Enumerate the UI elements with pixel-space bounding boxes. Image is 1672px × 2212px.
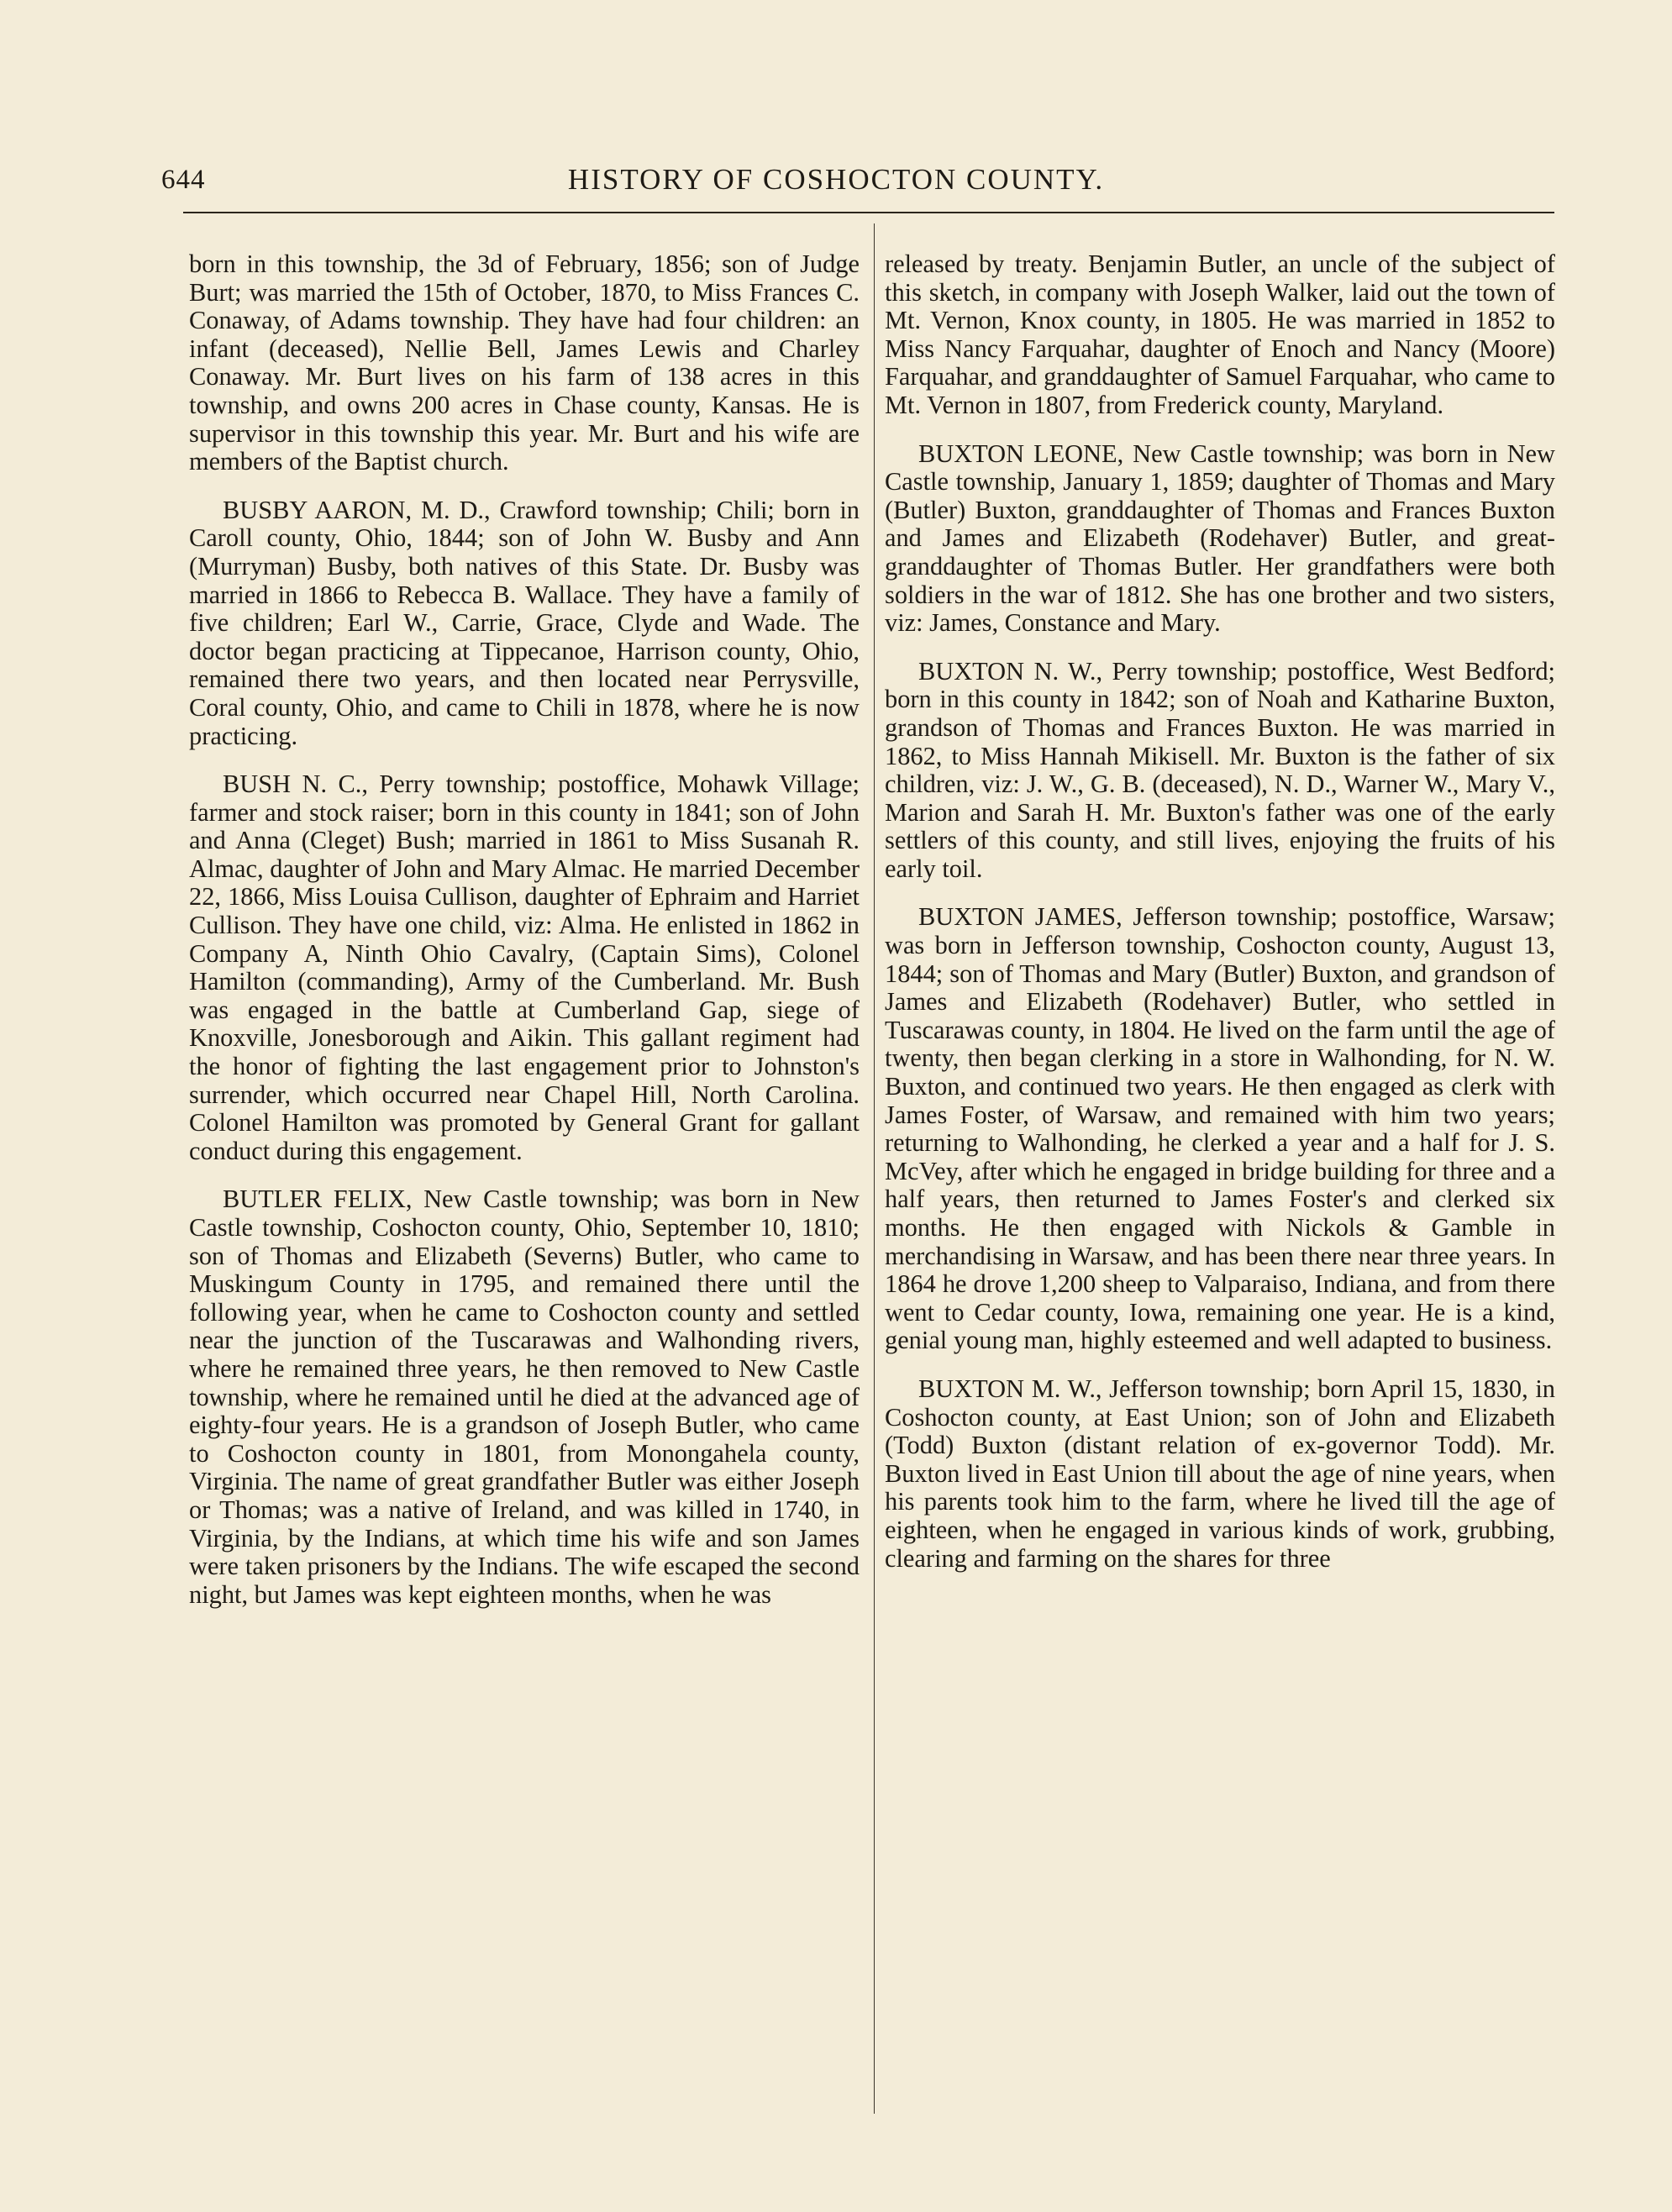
entry-buxton-m-w: BUXTON M. W., Jefferson township; born April 15, 1830, in Coshocton county, at East Union; son of John and Elizabeth (Todd) Buxton (distant relation of ex-governor Todd). Mr. Buxton lived in East Union till about the age of nine years, when his parents took him to the farm, where he lived till the age of eighteen, when he engaged in various kinds of work, grubbing, clearing and farming on the shares for three <box>885 1374 1555 1573</box>
page-number: 644 <box>161 165 206 195</box>
running-head: HISTORY OF COSHOCTON COUNTY. <box>567 163 1105 196</box>
entry-burt-continued: born in this township, the 3d of February, 1856; son of Judge Burt; was married the 15th of October, 1870, to Miss Frances C. Conaway, of Adams township. They have had four children: an infant (deceased), Nellie Bell, James Lewis and Charley Conaway. Mr. Burt lives on his farm of 138 acres in this township, and owns 200 acres in Chase county, Kansas. He is supervisor in this township this year. Mr. Burt and his wife are members of the Baptist church. <box>189 250 860 476</box>
entry-busby-aaron: BUSBY AARON, M. D., Crawford township; Chili; born in Caroll county, Ohio, 1844; son of John W. Busby and Ann (Murryman) Busby, both natives of this State. Dr. Busby was married in 1866 to Rebecca B. Wallace. They have a family of five children; Earl W., Carrie, Grace, Clyde and Wade. The doctor began practicing at Tippecanoe, Harrison county, Ohio, remained there two years, and then located near Perrysville, Coral county, Ohio, and came to Chili in 1878, where he is now practicing. <box>189 495 860 750</box>
left-column <box>189 250 860 1629</box>
column-divider <box>874 223 875 2114</box>
entry-buxton-leone: BUXTON LEONE, New Castle township; was born in New Castle township, January 1, 1859; daughter of Thomas and Mary (Butler) Buxton, granddaughter of Thomas and Frances Buxton and James and Elizabeth (Rodehaver) Butler, and great-granddaughter of Thomas Butler. Her grandfathers were both soldiers in the war of 1812. She has one brother and two sisters, viz: James, Constance and Mary. <box>885 439 1555 638</box>
entry-butler-felix: BUTLER FELIX, New Castle township; was born in New Castle township, Coshocton county, Ohio, September 10, 1810; son of Thomas and Elizabeth (Severns) Butler, who came to Muskingum County in 1795, and remained there until the following year, when he came to Coshocton county and settled near the junction of the Tuscarawas and Walhonding rivers, where he remained three years, he then removed to New Castle township, where he remained until he died at the advanced age of eighty-four years. He is a grandson of Joseph Butler, who came to Coshocton county in 1801, from Monongahela county, Virginia. The name of great grandfather Butler was either Joseph or Thomas; was a native of Ireland, and was killed in 1740, in Virginia, by the Indians, at which time his wife and son James were taken prisoners by the Indians. The wife escaped the second night, but James was kept eighteen months, when he was <box>189 1185 860 1609</box>
header-rule <box>183 212 1554 213</box>
entry-buxton-n-w: BUXTON N. W., Perry township; postoffice, West Bedford; born in this county in 1842; son of Noah and Katharine Buxton, grandson of Thomas and Frances Buxton. He was married in 1862, to Miss Hannah Mikisell. Mr. Buxton is the father of six children, viz: J. W., G. B. (deceased), N. D., Warner W., Mary V., Marion and Sarah H. Mr. Buxton's father was one of the early settlers of this county, and still lives, enjoying the fruits of his early toil. <box>885 656 1555 883</box>
entry-buxton-james: BUXTON JAMES, Jefferson township; postoffice, Warsaw; was born in Jefferson township, Coshocton county, August 13, 1844; son of Thomas and Mary (Butler) Buxton, and grandson of James and Elizabeth (Rodehaver) Butler, who settled in Tuscarawas county, in 1804. He lived on the farm until the age of twenty, then began clerking in a store in Walhonding, for N. W. Buxton, and continued two years. He then engaged as clerk with James Foster, of Warsaw, and remained with him two years; returning to Walhonding, he clerked a year and a half for J. S. McVey, after which he engaged in bridge building for three and a half years, then returned to James Foster's and clerked six months. He then engaged with Nickols & Gamble in merchandising in Warsaw, and has been there near three years. In 1864 he drove 1,200 sheep to Valparaiso, Indiana, and from there went to Cedar county, Iowa, remaining one year. He is a kind, genial young man, highly esteemed and well adapted to business. <box>885 902 1555 1355</box>
right-column <box>885 250 1555 1593</box>
entry-butler-felix-continued: released by treaty. Benjamin Butler, an uncle of the subject of this sketch, in company with Joseph Walker, laid out the town of Mt. Vernon, Knox county, in 1805. He was married in 1852 to Miss Nancy Farquahar, daughter of Enoch and Nancy (Moore) Farquahar, and granddaughter of Samuel Farquahar, who came to Mt. Vernon in 1807, from Frederick county, Maryland. <box>885 250 1555 419</box>
entry-bush-n-c: BUSH N. C., Perry township; postoffice, Mohawk Village; farmer and stock raiser; born in this county in 1841; son of John and Anna (Cleget) Bush; married in 1861 to Miss Susanah R. Almac, daughter of John and Mary Almac. He married December 22, 1866, Miss Louisa Cullison, daughter of Ephraim and Harriet Cullison. They have one child, viz: Alma. He enlisted in 1862 in Company A, Ninth Ohio Cavalry, (Captain Sims), Colonel Hamilton (commanding), Army of the Cumberland. Mr. Bush was engaged in the battle at Cumberland Gap, siege of Knoxville, Jonesborough and Aikin. This gallant regiment had the honor of fighting the last engagement prior to Johnston's surrender, which occurred near Chapel Hill, North Carolina. Colonel Hamilton was promoted by General Grant for gallant conduct during this engagement. <box>189 770 860 1165</box>
